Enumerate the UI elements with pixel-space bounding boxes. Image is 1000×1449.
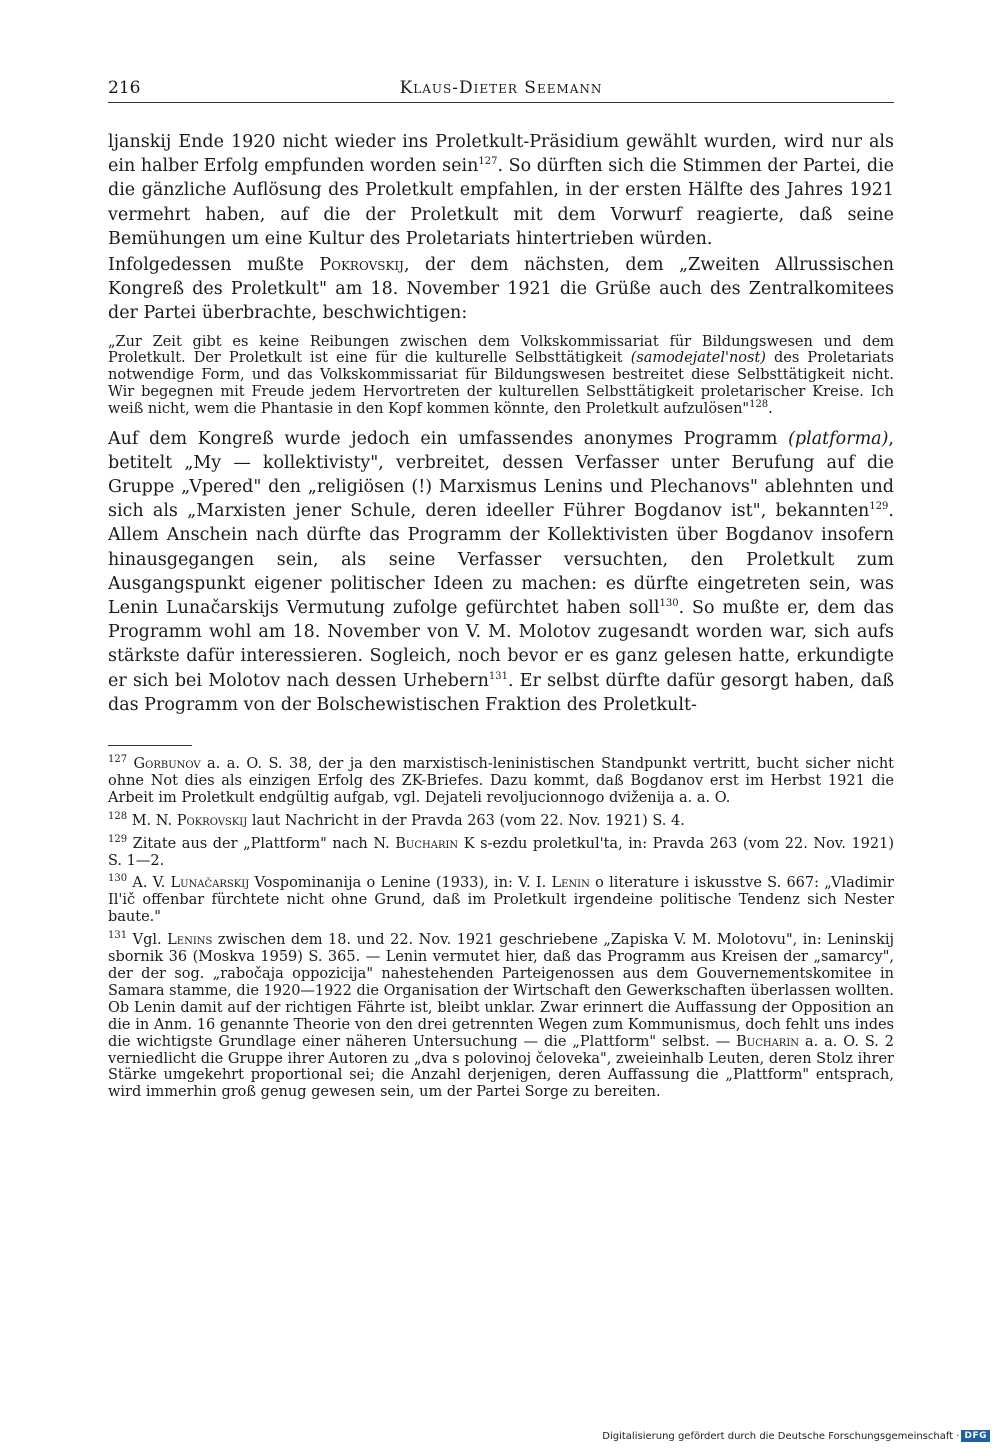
footnote-128 [108, 810, 894, 830]
text-span: des Proletariats notwendige Form, und das Volkskommissariat für Bildungswesen bestreitet diese Selbsttätigkeit nicht. Wir begegnen mit Freude jedem Hervortreten der kulturellen Selbsttätigkeit proletarischer Kreise. Ich weiß nicht, wem die Phantasie in den Kopf kommen könnte, den Proletkult aufzulösen" [108, 350, 894, 417]
text-span: . [768, 400, 773, 417]
author-name: Pokrovskij [176, 812, 248, 829]
text-span: Vgl. [127, 932, 168, 949]
text-span: , betitelt „My — kollektivisty", verbreitet, dessen Verfasser unter Berufung auf die Gruppe „Vpered" den „religiösen (!) Marxismus Lenins und Plechanovs" ablehnten und sich als „Marxisten jener Schule, deren ideeller Führer Bogdanov ist", bekannten [108, 428, 894, 522]
text-span: laut Nachricht in der Pravda 263 (vom 22. Nov. 1921) S. 4. [247, 812, 685, 829]
footnote-ref-128[interactable]: 128 [749, 398, 769, 410]
text-span: Infolgedessen mußte [108, 255, 320, 276]
footnote-131 [108, 932, 894, 1101]
text-span: Vospominanija o Lenine (1933), in: V. I. [249, 875, 552, 892]
footnote-ref-130[interactable]: 130 [659, 598, 679, 610]
text-span: . So mußte er, dem das Programm wohl am 18. November von V. M. Molotov zugesandt worden war, sich aufs stärkste dafür interessieren. Sogleich, noch bevor er es ganz gelesen hatte, erkundigte er sich bei Molotov nach dessen Urhebern [108, 598, 894, 691]
text-span: K s-ezdu proletkul'ta, in: Pravda 263 (vom 22. Nov. 1921) S. 1—2. [108, 835, 895, 869]
text-span: a. a. O. S. 38, der ja den marxistisch-leninistischen Standpunkt vertritt, bucht sicher nicht ohne Not dies als einzigen Erfolg des ZK-Briefes. Dazu kommt, daß Bogdanov erst im Herbst 1921 die Arbeit im Proletkult endgültig aufgab, vgl. Dejateli revoljucionnogo dviženija a. a. O. [108, 756, 894, 806]
author-name: Lenins [167, 932, 213, 949]
author-name: Pokrovskij [319, 255, 404, 276]
text-span: . Allem Anschein nach dürfte das Programm der Kollektivisten über Bogdanov insofern hinausgegangen sein, als seine Verfasser versuchten, den Proletkult zum Ausgangspunkt eigener politischer Ideen zu machen: es dürfte eingetreten sein, was Lenin Lunačarskijs Vermutung zufolge gefürchtet haben soll [108, 501, 894, 619]
author-name: Gorbunov [133, 756, 201, 773]
author-name: Bucharin [395, 835, 459, 852]
footnote-number: 129 [108, 833, 128, 845]
footnote-130 [108, 875, 894, 926]
italic-term: (platforma) [788, 428, 889, 449]
body-paragraph-3 [108, 427, 894, 717]
digitization-credit [602, 1430, 990, 1442]
main-text [108, 130, 894, 1107]
page-number: 216 [108, 78, 141, 98]
text-span: , der dem nächsten, dem „Zweiten Allrussischen Kongreß des Proletkult" am 18. November 1921 die Grüße auch des Zentralkomitees der Partei überbrachte, beschwichtigen: [108, 255, 894, 324]
body-paragraph-1 [108, 130, 894, 251]
text-span: . Er selbst dürfte dafür gesorgt haben, daß das Programm von der Bolschewistischen Fraktion des Proletkult- [108, 670, 895, 715]
footnote-127 [108, 756, 894, 807]
digitization-text: Digitalisierung gefördert durch die Deutsche Forschungsgemeinschaft · [602, 1430, 960, 1442]
footnote-divider [108, 745, 192, 746]
footnote-129 [108, 833, 895, 870]
footnote-number: 130 [108, 873, 128, 885]
footnote-ref-129[interactable]: 129 [869, 501, 889, 513]
author-name: Lenin [551, 875, 590, 892]
body-paragraph-2 [108, 253, 894, 326]
author-name: Bucharin [736, 1033, 800, 1050]
text-span: a. a. O. S. 2 verniedlicht die Gruppe ihrer Autoren zu „dva s polovinoj čeloveka", zweieinhalb Leuten, deren Stolz ihrer Stärke umgekehrt proportional sei; die Anzahl derjenigen, deren Auffassung die „Plattform" entsprach, wird immerhin groß genug gewesen sein, um der Partei Sorge zu bereiten. [108, 1033, 894, 1101]
block-quote [108, 334, 894, 418]
footnote-number: 131 [108, 930, 128, 942]
footnote-ref-127[interactable]: 127 [478, 156, 498, 168]
running-title: Klaus-Dieter Seemann [399, 78, 603, 98]
footnote-number: 128 [108, 810, 128, 822]
text-span: . So dürften sich die Stimmen der Partei, die die gänzliche Auflösung des Proletkult empfahlen, in der ersten Hälfte des Jahres 1921 vermehrt haben, auf die der Proletkult mit dem Vorwurf reagierte, daß seine Bemühungen um eine Kultur des Proletariats hintertrieben würden. [108, 156, 894, 249]
footnote-ref-131[interactable]: 131 [488, 670, 508, 682]
text-span: „Zur Zeit gibt es keine Reibungen zwischen dem Volkskommissariat für Bildungswesen und dem Proletkult. Der Proletkult ist eine für die kulturelle Selbsttätigkeit [108, 333, 894, 367]
text-span: M. N. [127, 812, 177, 829]
text-span: o literature i iskusstve S. 667: „Vladimir Il'ič offenbar fürchtete nicht ohne Grund, daß im Proletkult irgendeine politische Tendenz sich Nester baute." [108, 875, 894, 926]
text-span: Zitate aus der „Plattform" nach N. [127, 835, 396, 852]
text-span: A. V. [127, 875, 171, 892]
dfg-logo-icon: DFG [961, 1430, 990, 1442]
author-name: Lunačarskij [170, 875, 250, 892]
italic-term: (samodejatel'nost) [630, 350, 766, 367]
footnote-number: 127 [108, 754, 128, 766]
text-span: Auf dem Kongreß wurde jedoch ein umfassendes anonymes Programm [108, 428, 789, 449]
running-header [108, 76, 894, 103]
text-span: ljanskij Ende 1920 nicht wieder ins Proletkult-Präsidium gewählt wurden, wird nur als ein halber Erfolg empfunden worden sein [108, 132, 894, 177]
text-span: zwischen dem 18. und 22. Nov. 1921 geschriebene „Zapiska V. M. Molotovu", in: Leninskij sbornik 36 (Moskva 1959) S. 365. — Lenin vermutet hier, daß das Programm aus Kreisen der „samarcy", der der sog. „rabočaja oppozicija" nahestehenden Parteigenossen aus dem Gouvernementskomitee in Samara stamme, die 1920—1922 die Organisation der Wirtschaft den Gewerkschaften überlassen wollten. Ob Lenin damit auf der richtigen Fährte ist, bleibt unklar. Zwar erinnert die Auffassung der Opposition an die in Anm. 16 genannte Theorie von den drei getrennten Wegen zum Kommunismus, doch fehlt uns indes die wichtigste Grundlage einer näheren Untersuchung — die „Plattform" selbst. — [108, 932, 895, 1050]
